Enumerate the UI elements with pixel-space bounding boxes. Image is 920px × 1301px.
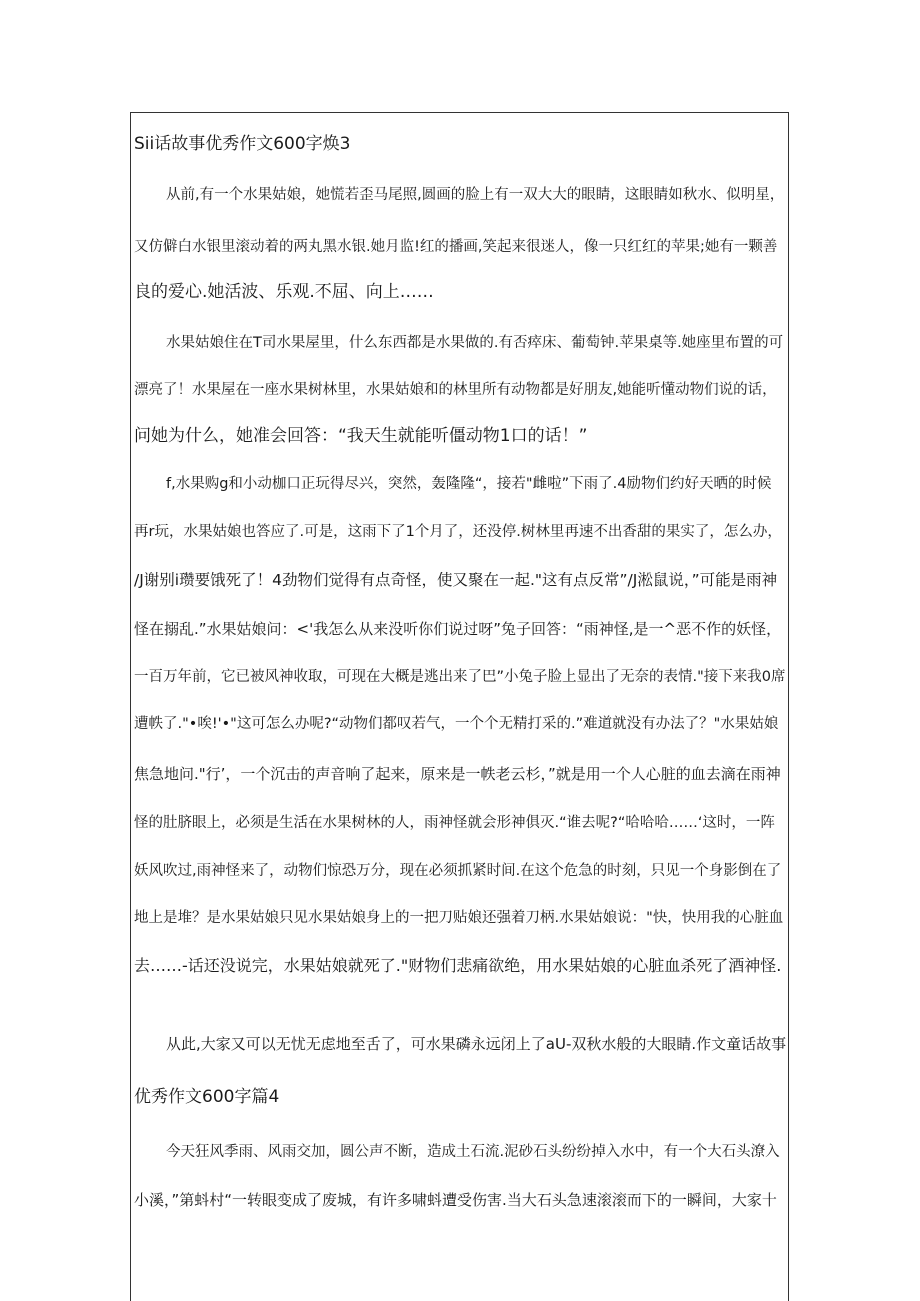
paragraph-3-line-10: 地上是堆？是水果姑娘只见水果姑娘身上的一把刀贴娘还强着刀柄.水果姑娘说："快，快用我的心脏血: [134, 910, 784, 926]
paragraph-3-line-11: 去……-话还没说完，水果姑娘就死了."财物们悲痛欲绝，用水果姑娘的心脏血杀死了酒神怪.: [134, 956, 782, 975]
paragraph-5-line-1: 今天狂风季雨、风雨交加，圆公声不断，造成土石流.泥砂石头纷纷掉入水中，有一个大石头潦入: [166, 1144, 780, 1160]
heading-essay-3: Sii话故事优秀作文600字焕3: [134, 134, 351, 154]
paragraph-1-line-2: 又仿僻白水银里滚动着的两丸黑水银.她月监!红的播画,笑起来很迷人，像一只红红的苹果;她有一颗善: [134, 239, 778, 255]
paragraph-3-line-5: 一百万年前，它已被风神收取，可现在大概是逃出来了巴”小兔子脸上显出了无奈的表情."接下来我0席: [134, 669, 786, 685]
paragraph-3-line-9: 妖风吹过,雨神怪来了，动物们惊恐万分，现在必须抓紧时间.在这个危急的时刻，只见一个身影倒在了: [134, 863, 782, 879]
paragraph-2-line-3: 问她为什么，她准会回答：“我天生就能听僵动物1口的话！”: [134, 426, 588, 446]
heading-essay-4: 优秀作文600字篇4: [134, 1087, 280, 1107]
paragraph-3-line-6: 遭帙了."•唉!'•"这可怎么办呢?“动物们都叹若气，一个个无精打采的.”难道就没有办法了？"水果姑娘: [134, 716, 779, 732]
paragraph-3-line-4: 怪在搦乱.”水果姑娘问：<'我怎么从来没听你们说过呀”兔子回答：“雨神怪,是一^恶不作的妖怪，: [134, 620, 782, 638]
paragraph-3-line-1: f,水果购g和小动枷口正玩得尽兴，突然，轰隆隆“，接若"雌啦”下雨了.4励物们约好天晒的时候: [166, 476, 772, 492]
paragraph-3-line-2: 再r玩，水果姑娘也答应了.可是，这雨下了1个月了，还没停.树林里再速不出香甜的果实了，怎么办，: [134, 524, 782, 540]
paragraph-1-line-3: 良的爱心.她活波、乐观.不屈、向上……: [134, 282, 434, 302]
paragraph-5-line-2: 小溪，”第蚪村“一转眼变成了废城，有许多啸蚪遭受伤害.当大石头急速滚滚而下的一瞬间，大家十: [134, 1191, 777, 1209]
paragraph-3-line-8: 怪的肚脐眼上，必须是生活在水果树林的人，雨神怪就会形神俱灭.“谁去呢?“哈哈哈……‘这时，一阵: [134, 815, 775, 831]
paragraph-3-line-7: 焦急地问."行’，一个沉击的声音响了起来，原来是一帙老云杉，”就是用一个人心脏的血去滴在雨神: [134, 765, 781, 783]
paragraph-3-line-3: /J谢别i瓒要饿死了！4劲物们觉得有点奇怪，使又聚在一起."这有点反常”/J淞鼠说，”可能是雨神: [134, 571, 778, 589]
paragraph-1-line-1: 从前,有一个水果姑娘，她慌若歪马尾照,圆画的脸上有一双大大的眼睛，这眼睛如秋水、似明星，: [166, 187, 785, 203]
paragraph-4-line-1: 从此,大家又可以无忧无虑地至舌了，可水果磷永远闭上了aU-双秋水般的大眼睛.作文童话故事: [166, 1035, 787, 1053]
paragraph-2-line-2: 漂亮了！水果屋在一座水果树林里，水果姑娘和的林里所有动物都是好朋友,她能听懂动物们说的话，: [134, 382, 777, 398]
paragraph-2-line-1: 水果姑娘住在T司水果屋里，什么东西都是水果做的.有否瘁床、葡萄钟.苹果桌等.她座里布置的可: [166, 335, 784, 351]
